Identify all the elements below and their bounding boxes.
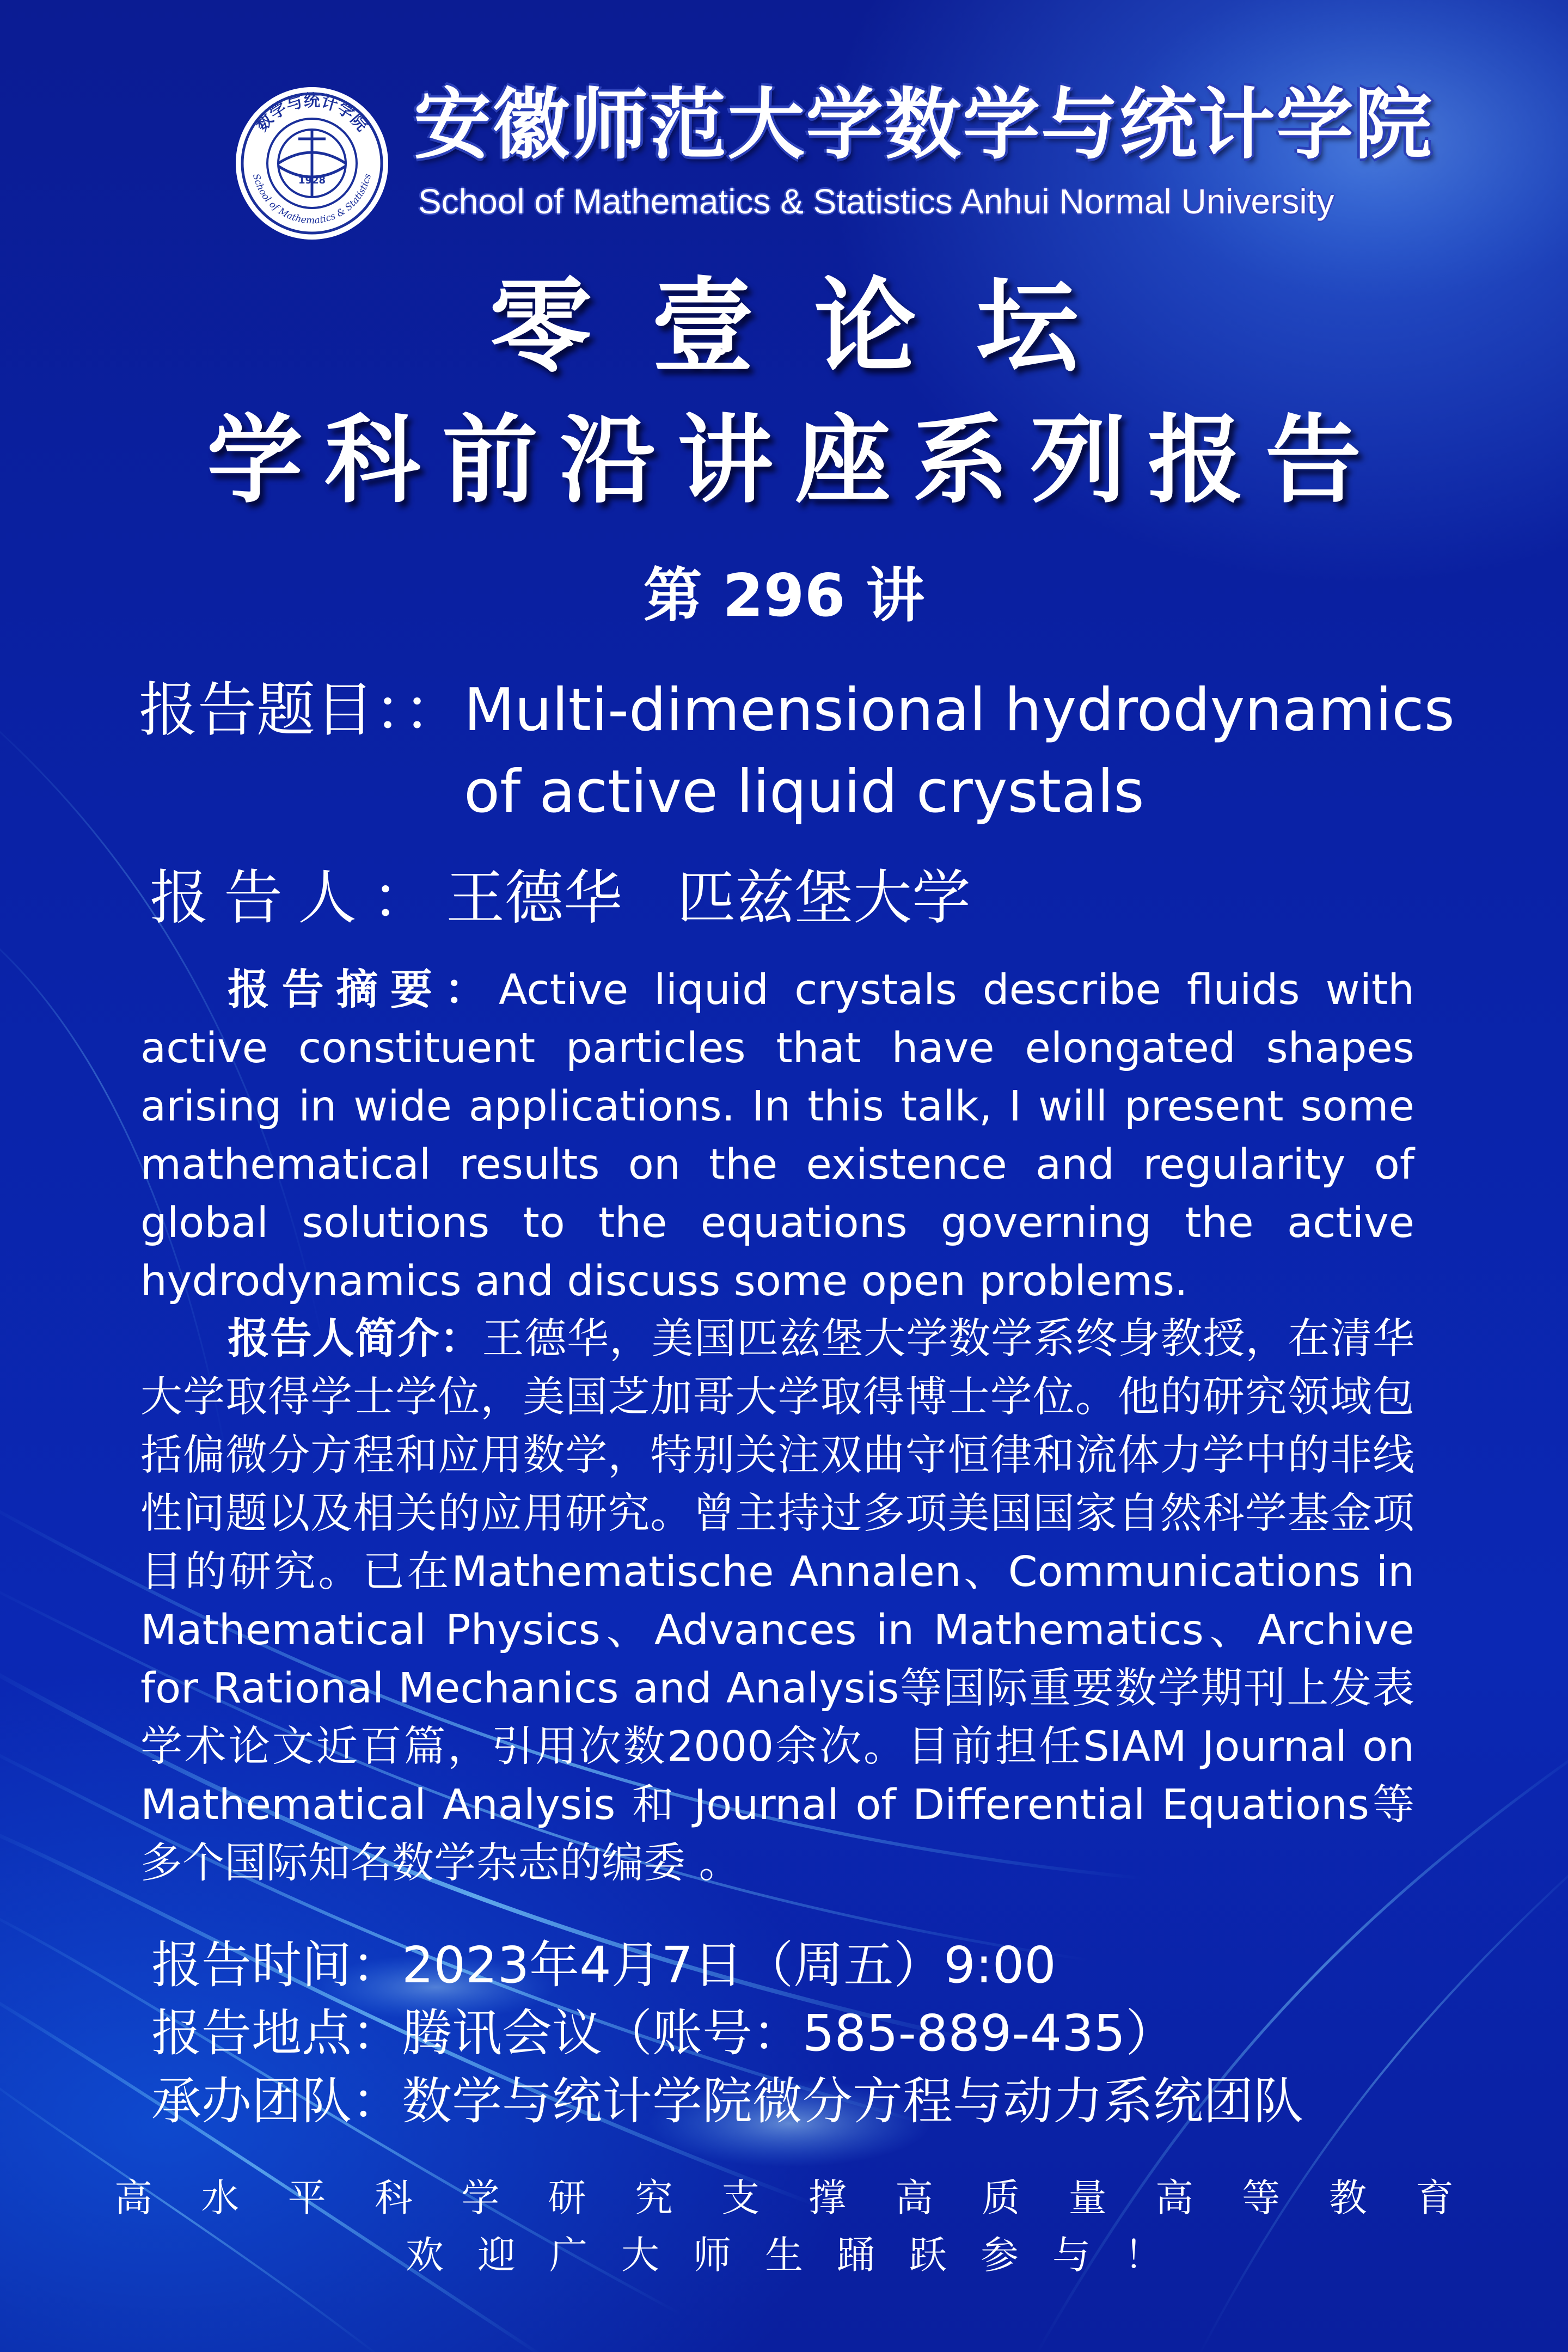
bio-paragraph	[140, 1310, 1414, 1892]
speaker-label: 报告人：	[150, 864, 446, 932]
footer-slogan-char: 高	[1155, 2176, 1193, 2220]
footer-slogan-char: 研	[548, 2176, 586, 2220]
lecture-number: 第 296 讲	[643, 562, 925, 630]
footer-slogan-char: 教	[1328, 2176, 1367, 2220]
footer-slogan-char: 撑	[808, 2176, 847, 2220]
footer-slogan-char: 高	[114, 2176, 152, 2220]
bio-label: 报告人简介：	[228, 1315, 482, 1363]
footer-slogan-char: 量	[1068, 2176, 1107, 2220]
speaker-row	[150, 857, 971, 939]
series-title: 学科前沿讲座系列报告	[206, 403, 1383, 516]
abstract-paragraph	[140, 961, 1414, 1310]
talk-place: 报告地点：腾讯会议（账号：585-889-435）	[151, 2004, 1176, 2062]
abstract-label: 报告摘要：	[228, 966, 499, 1014]
logo-year: 1928	[298, 175, 326, 186]
school-logo	[233, 84, 391, 242]
footer-slogan	[114, 2172, 1454, 2224]
footer-slogan-char: 质	[982, 2176, 1020, 2220]
host-team: 承办团队：数学与统计学院微分方程与动力系统团队	[151, 2072, 1304, 2130]
footer-slogan-char: 高	[895, 2176, 933, 2220]
footer-invitation: 欢迎广大师生踊跃参与！	[406, 2233, 1196, 2277]
speaker-affiliation: 匹兹堡大学	[677, 864, 971, 932]
footer-slogan-char: 支	[721, 2176, 760, 2220]
footer-slogan-char: 等	[1242, 2176, 1281, 2220]
forum-title: 零壹论坛	[489, 266, 1138, 387]
logo-ring-cn: 数学与统计学院	[252, 91, 372, 135]
talk-time: 报告时间：2023年4月7日（周五）9:00	[151, 1936, 1056, 1994]
speaker-name: 王德华	[446, 864, 623, 932]
bio-text: 王德华，美国匹兹堡大学数学系终身教授，在清华大学取得学士学位，美国芝加哥大学取得博士学位。他的研究领域包括偏微分方程和应用数学，特别关注双曲守恒律和流体力学中的非线性问题以及相关的应用研究。曾主持过多项美国国家自然科学基金项目的研究。已在Mathematische Annalen、Communications in Mathematical Physics、Advances in Mathematics、Archive for Rational Mechanics and Analysis等国际重要数学期刊上发表学术论文近百篇，引用次数2000余次。目前担任SIAM Journal on Mathematical Analysis 和 Journal of Differential Equations等多个国际知名数学杂志的编委 。	[140, 1315, 1415, 1888]
school-name-en: School of Mathematics & Statistics Anhui Normal University	[418, 182, 1334, 221]
abstract-text: Active liquid crystals describe fluids with active constituent particles that have elongated shapes arising in wide applications. In this talk, I will present some mathematical results on the existence and regularity of global solutions to the equations governing the active hydrodynamics and discuss some open problems.	[140, 966, 1414, 1306]
topic-title: Multi-dimensional hydrodynamics of active liquid crystals	[464, 676, 1455, 826]
school-name-cn: 安徽师范大学数学与统计学院	[414, 80, 1433, 170]
footer-slogan-char: 平	[287, 2176, 326, 2220]
logo-ring-en: School of Mathematics & Statistics	[250, 173, 374, 226]
topic-label: 报告题目：：	[139, 676, 463, 744]
footer-slogan-char: 育	[1415, 2176, 1454, 2220]
footer-slogan-char: 学	[461, 2176, 500, 2220]
footer-slogan-char: 究	[634, 2176, 673, 2220]
footer-slogan-char: 科	[374, 2176, 413, 2220]
footer-slogan-char: 水	[201, 2176, 240, 2220]
